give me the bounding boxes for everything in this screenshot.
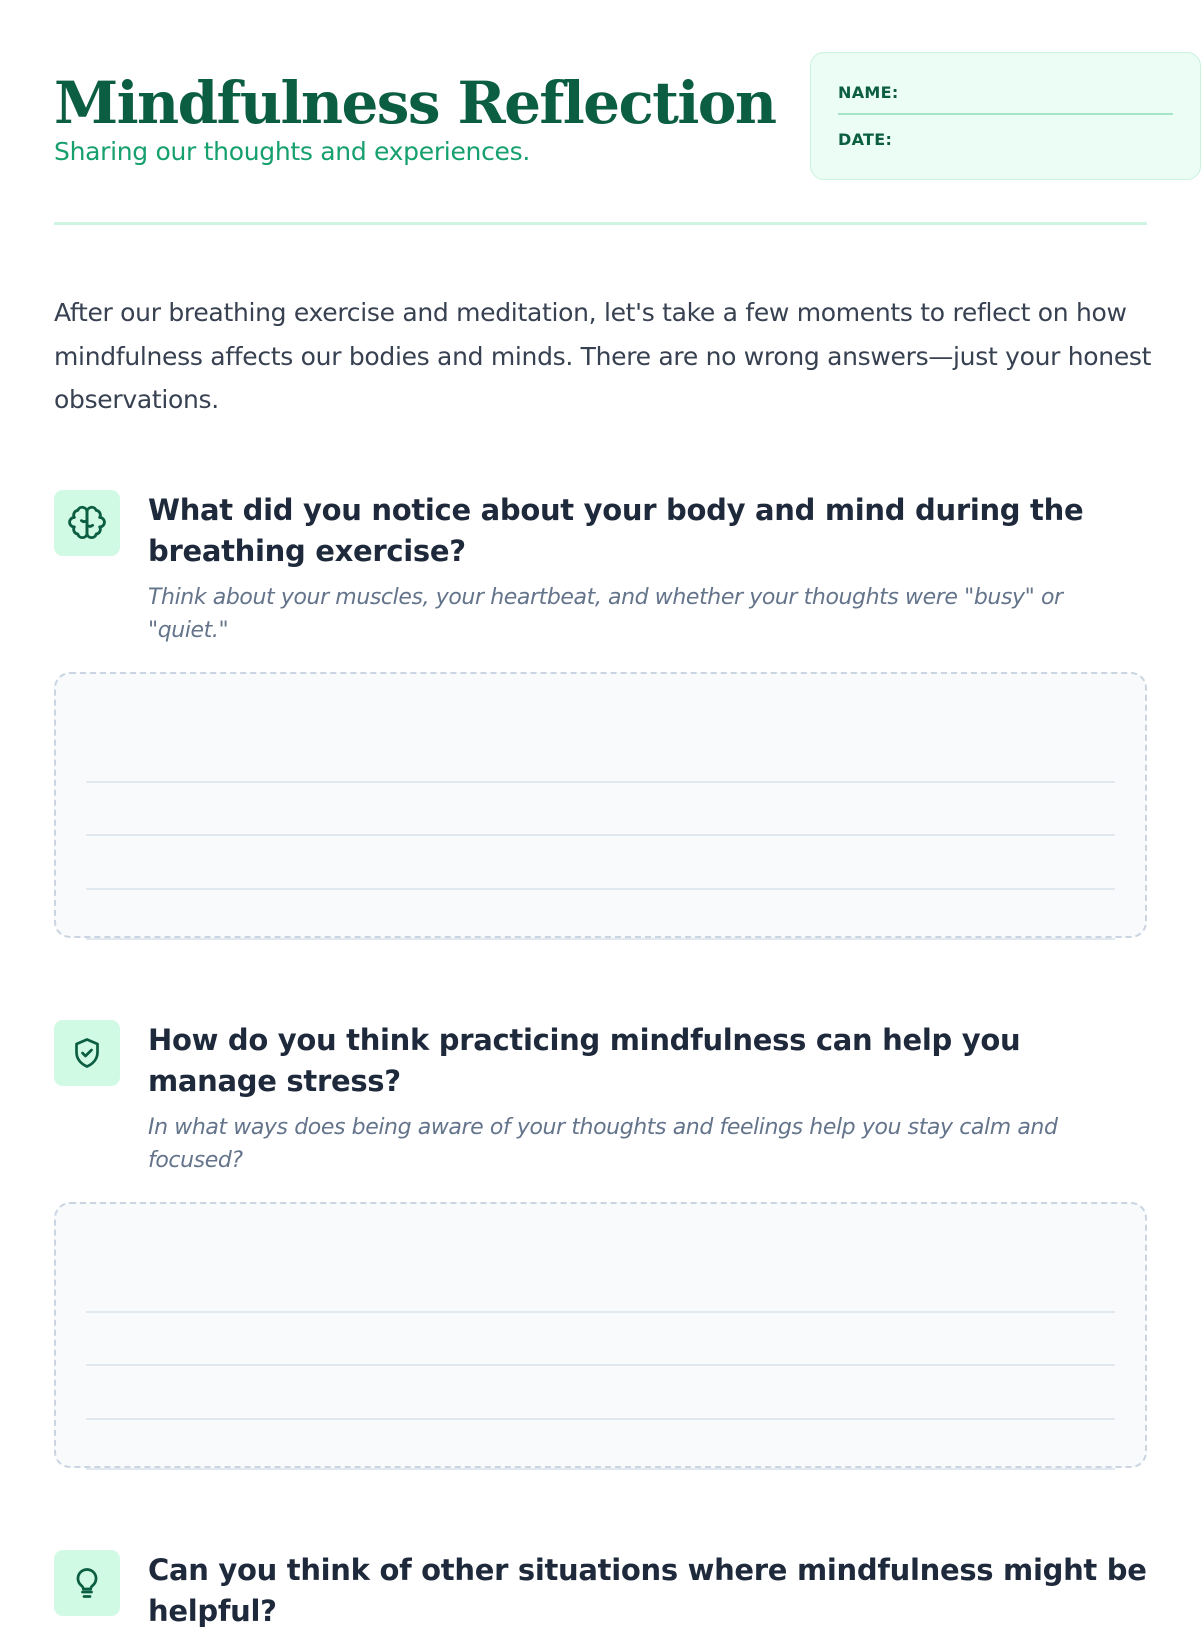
question-3 bbox=[54, 1550, 1147, 1628]
answer-line bbox=[86, 834, 1115, 836]
answer-area[interactable] bbox=[54, 672, 1147, 938]
answer-line bbox=[86, 1418, 1115, 1420]
intro-paragraph: After our breathing exercise and meditation, let's take a few moments to reflect on how mindfulness affects our bodies and minds. There are no wrong answers—just your honest observations. bbox=[54, 298, 1152, 414]
question-title: What did you notice about your body and mind during the breathing exercise? bbox=[148, 493, 1084, 568]
question-hint: Think about your muscles, your heartbeat, and whether your thoughts were "busy" or "quiet." bbox=[148, 585, 1063, 643]
name-field[interactable] bbox=[838, 113, 1173, 115]
name-label: NAME: bbox=[838, 83, 899, 102]
page-subtitle: Sharing our thoughts and experiences. bbox=[54, 137, 530, 166]
worksheet-header bbox=[54, 52, 1146, 180]
question-1 bbox=[54, 490, 1147, 940]
answer-line bbox=[86, 1364, 1115, 1366]
answer-line bbox=[86, 938, 1115, 940]
brain-icon bbox=[54, 490, 120, 556]
student-info-box bbox=[810, 52, 1201, 180]
header-divider bbox=[54, 222, 1147, 225]
shield-check-icon bbox=[54, 1020, 120, 1086]
question-title: Can you think of other situations where mindfulness might be helpful? bbox=[148, 1553, 1147, 1628]
answer-line bbox=[86, 1311, 1115, 1313]
question-title: How do you think practicing mindfulness can help you manage stress? bbox=[148, 1023, 1021, 1098]
question-2 bbox=[54, 1020, 1147, 1470]
answer-line bbox=[86, 1468, 1115, 1470]
date-label: DATE: bbox=[838, 130, 893, 149]
answer-area[interactable] bbox=[54, 1202, 1147, 1468]
question-hint: In what ways does being aware of your thoughts and feelings help you stay calm and focused? bbox=[148, 1115, 1058, 1173]
answer-line bbox=[86, 888, 1115, 890]
page-title: Mindfulness Reflection bbox=[54, 69, 776, 137]
answer-line bbox=[86, 781, 1115, 783]
lightbulb-icon bbox=[54, 1550, 120, 1616]
